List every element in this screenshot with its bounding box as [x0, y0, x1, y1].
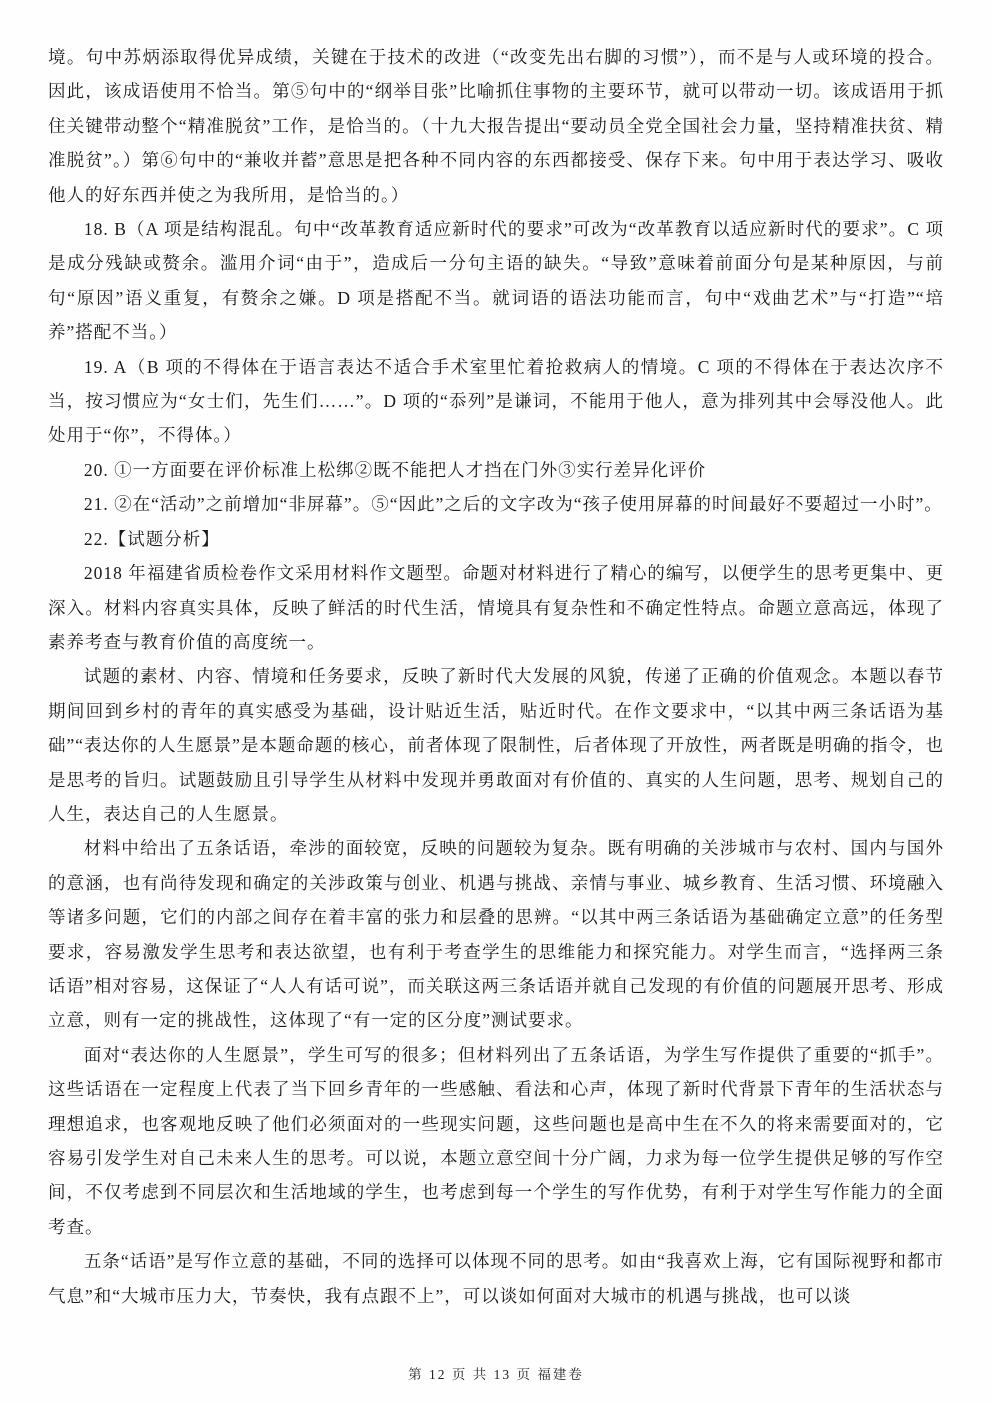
answer-item-20: 20. ①一方面要在评价标准上松绑②既不能把人才挡在门外③实行差异化评价: [83, 459, 707, 480]
analysis-paragraph-five-topics: 材料中给出了五条话语，牵涉的面较宽，反映的问题较为复杂。既有明确的关涉城市与农村、国内与国外的意涵，也有尚待发现和确定的关涉政策与创业、机遇与挑战、亲情与事业、城乡教育、生活习惯、环境融入等诸多问题，它们的内部之间存在着丰富的张力和层叠的思辨。“以其中两三条话语为基础确定立意”的任务型要求，容易激发学生思考和表达欲望，也有利于考查学生的思维能力和探究能力。对学生而言，“选择两三条话语”相对容易，这保证了“人人有话可说”，而关联这两三条话语并就自己发现的有价值的问题展开思考、形成立意，则有一定的挑战性，这体现了“有一定的区分度”测试要求。: [48, 838, 944, 1031]
analysis-paragraph-overview: 2018 年福建省质检卷作文采用材料作文题型。命题对材料进行了精心的编写，以便学生的思考更集中、更深入。材料内容真实具体，反映了鲜活的时代生活，情境具有复杂性和不确定性特点。命题立意高远，体现了素养考查与教育价值的高度统一。: [48, 563, 944, 652]
analysis-paragraph-choices: 五条“话语”是写作立意的基础，不同的选择可以体现不同的思考。如由“我喜欢上海，它有国际视野和都市气息”和“大城市压力大，节奏快，我有点跟不上”，可以谈如何面对大城市的机遇与挑战，也可以谈: [48, 1251, 944, 1306]
analysis-paragraph-vision: 面对“表达你的人生愿景”，学生可写的很多；但材料列出了五条话语，为学生写作提供了重要的“抓手”。这些话语在一定程度上代表了当下回乡青年的一些感触、看法和心声，体现了新时代背景下青年的生活状态与理想追求，也客观地反映了他们必须面对的一些现实问题，这些问题也是高中生在不久的将来需要面对的，它容易引发学生对自己未来人生的思考。可以说，本题立意空间十分广阔，力求为每一位学生提供足够的写作空间，不仅考虑到不同层次和生活地域的学生，也考虑到每一个学生的写作优势，有利于对学生写作能力的全面考查。: [48, 1044, 944, 1237]
document-body: [48, 40, 944, 1313]
analysis-paragraph-material: 试题的素材、内容、情境和任务要求，反映了新时代大发展的风貌，传递了正确的价值观念。本题以春节期间回到乡村的青年的真实感受为基础，设计贴近生活，贴近时代。在作文要求中，“以其中两三条话语为基础”“表达你的人生愿景”是本题命题的核心，前者体现了限制性，后者体现了开放性，两者既是明确的指令，也是思考的旨归。试题鼓励且引导学生从材料中发现并勇敢面对有价值的、真实的人生问题，思考、规划自己的人生，表达自己的人生愿景。: [48, 666, 944, 824]
answer-item-18: 18. B（A 项是结构混乱。句中“改革教育适应新时代的要求”可改为“改革教育以适应新时代的要求”。C 项是成分残缺或赘余。滥用介词“由于”，造成后一分句主语的缺失。“导致”意味着前面分句是某种原因，与前句“原因”语义重复，有赘余之嫌。D 项是搭配不当。就词语的语法功能而言，句中“戏曲艺术”与“打造”“培养”搭配不当。）: [48, 219, 944, 343]
answer-item-22-heading: 22.【试题分析】: [83, 528, 220, 549]
paragraph-continuation-idiom-analysis: 境。句中苏炳添取得优异成绩，关键在于技术的改进（“改变先出右脚的习惯”），而不是与人或环境的投合。因此，该成语使用不恰当。第⑤句中的“纲举目张”比喻抓住事物的主要环节，就可以带动一切。该成语用于抓住关键带动整个“精准脱贫”工作，是恰当的。（十九大报告提出“要动员全党全国社会力量，坚持精准扶贫、精准脱贫”。）第⑥句中的“兼收并蓄”意思是把各种不同内容的东西都接受、保存下来。句中用于表达学习、吸收他人的好东西并使之为我所用，是恰当的。）: [48, 47, 944, 205]
answer-item-19: 19. A（B 项的不得体在于语言表达不适合手术室里忙着抢救病人的情境。C 项的不得体在于表达次序不当，按习惯应为“女士们，先生们……”。D 项的“忝列”是谦词，不能用于他人，意为排列其中会辱没他人。此处用于“你”，不得体。）: [48, 356, 944, 446]
answer-item-21: 21. ②在“活动”之前增加“非屏幕”。⑤“因此”之后的文字改为“孩子使用屏幕的时间最好不要超过一小时”。: [83, 494, 943, 515]
page-footer: 第 12 页 共 13 页 福建卷: [408, 1367, 584, 1382]
